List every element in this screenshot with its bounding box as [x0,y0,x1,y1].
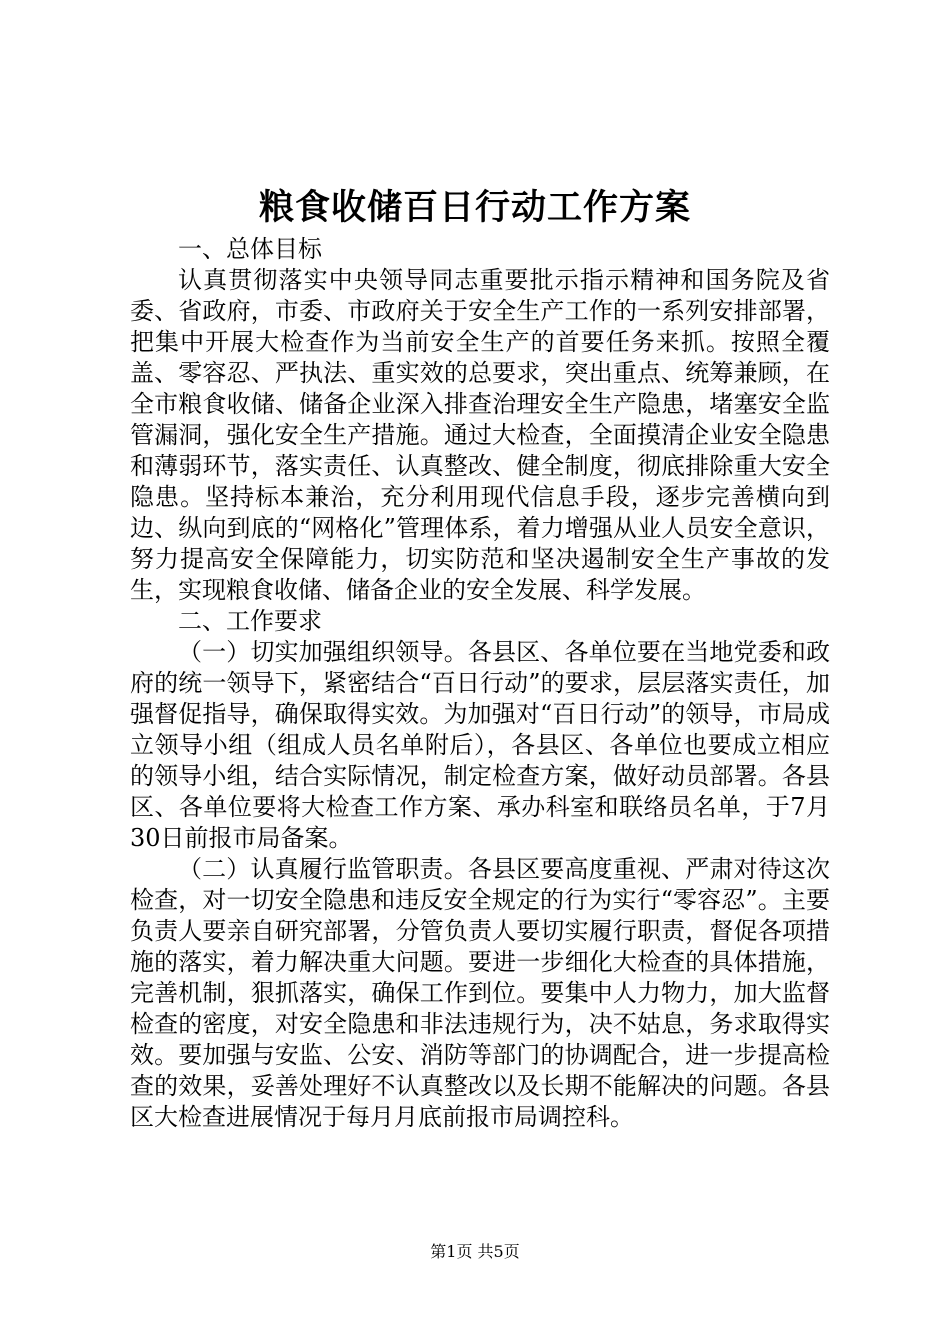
document-body [130,234,830,1133]
section-heading-work-requirements: 二、工作要求 [178,607,322,635]
page-footer: 第1页 共5页 [430,1242,520,1261]
paragraph-supervision-duties: （二）认真履行监管职责。各县区要高度重视、严肃对待这次检查，对一切安全隐患和违反安全规定的行为实行“零容忍”。主要负责人要亲自研究部署，分管负责人要切实履行职责，督促各项措施的落实，着力解决重大问题。要进一步细化大检查的具体措施，完善机制，狠抓落实，确保工作到位。要集中人力物力，加大监督检查的密度，对安全隐患和非法违规行为，决不姑息，务求取得实效。要加强与安监、公安、消防等部门的协调配合，进一步提高检查的效果，妥善处理好不认真整改以及长期不能解决的问题。各县区大检查进展情况于每月月底前报市局调控科。 [130,855,830,1131]
paragraph-overall-goal: 认真贯彻落实中央领导同志重要批示指示精神和国务院及省委、省政府，市委、市政府关于安全生产工作的一系列安排部署，把集中开展大检查作为当前安全生产的首要任务来抓。按照全覆盖、零容忍、严执法、重实效的总要求，突出重点、统筹兼顾，在全市粮食收储、储备企业深入排查治理安全生产隐患，堵塞安全监管漏洞，强化安全生产措施。通过大检查，全面摸清企业安全隐患和薄弱环节，落实责任、认真整改、健全制度，彻底排除重大安全隐患。坚持标本兼治，充分利用现代信息手段，逐步完善横向到边、纵向到底的“网格化”管理体系，着力增强从业人员安全意识，努力提高安全保障能力，切实防范和坚决遏制安全生产事故的发生，实现粮食收储、储备企业的安全发展、科学发展。 [130,266,830,604]
paragraph-organization-leadership: （一）切实加强组织领导。各县区、各单位要在当地党委和政府的统一领导下，紧密结合“百日行动”的要求，层层落实责任，加强督促指导，确保取得实效。为加强对“百日行动”的领导，市局成立领导小组（组成人员名单附后），各县区、各单位也要成立相应的领导小组，结合实际情况，制定检查方案，做好动员部署。各县区、各单位要将大检查工作方案、承办科室和联络员名单，于7月30日前报市局备案。 [130,638,830,852]
document-title: 粮食收储百日行动工作方案 [258,187,691,228]
section-heading-overall-goal: 一、总体目标 [178,235,322,263]
